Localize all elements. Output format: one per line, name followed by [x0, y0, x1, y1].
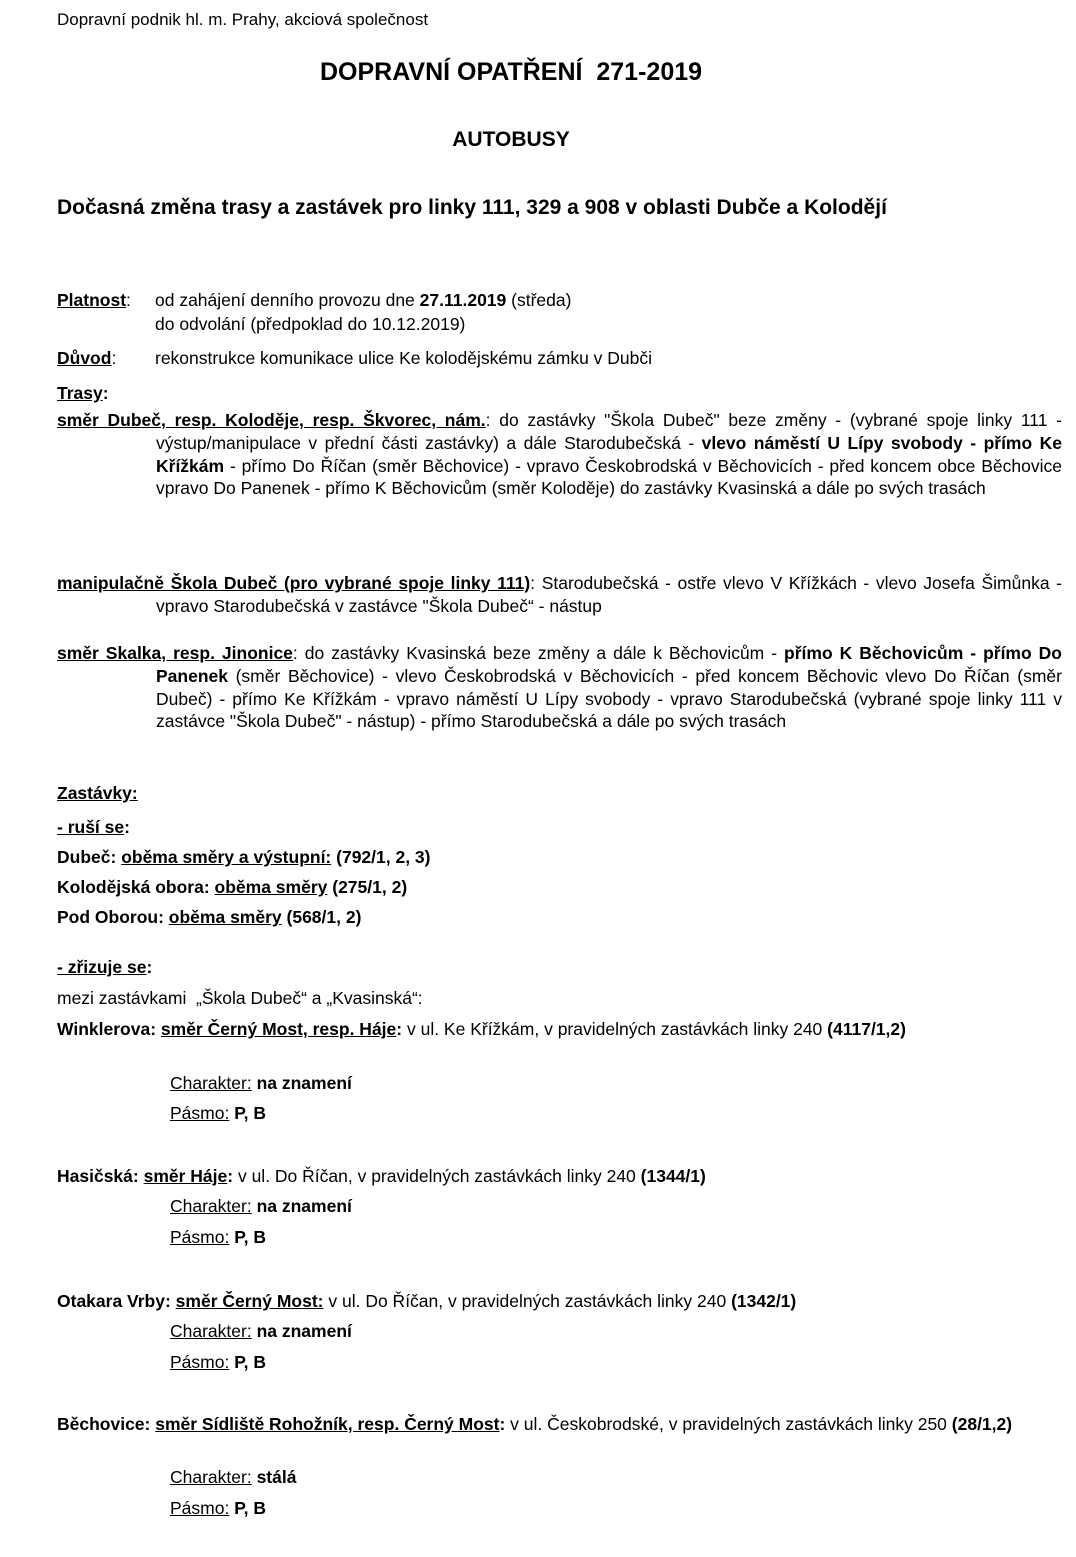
created-stop-bechovice	[57, 1413, 1076, 1436]
route-1-text-b: - přímo Do Říčan (směr Běchovice) - vpravo Českobrodská v Běchovicích - před koncem obce Běchovice vpravo Do Panenek - přímo K Běchovicům (směr Koloděje) do zastávky Kvasinská a dále po svých trasách	[156, 455, 1062, 499]
created-stop-name: Hasičská:	[57, 1166, 144, 1186]
created-stop-text: v ul. Českobrodské, v pravidelných zastávkách linky 250	[505, 1414, 952, 1434]
routes-heading-wrap	[57, 383, 109, 403]
created-stop-name: Běchovice:	[57, 1414, 156, 1434]
company-header: Dopravní podnik hl. m. Prahy, akciová společnost	[57, 10, 429, 29]
created-stop-name: Otakara Vrby:	[57, 1291, 176, 1311]
routes-heading: Trasy	[57, 383, 103, 403]
character-value: stálá	[256, 1467, 297, 1487]
reason-label-wrap	[57, 348, 116, 368]
zone-row	[170, 1498, 266, 1518]
created-heading: - zřizuje se	[57, 957, 147, 977]
created-stop-dir: směr Sídliště Rohožník, resp. Černý Most	[155, 1414, 500, 1434]
zone-row	[170, 1352, 266, 1372]
created-stop-name: Winklerova:	[57, 1019, 161, 1039]
zone-label: Pásmo:	[170, 1498, 230, 1518]
routes-heading-sep: :	[102, 383, 109, 403]
created-stop-otakara-vrby	[57, 1290, 1076, 1313]
zone-label: Pásmo:	[170, 1227, 230, 1247]
zone-value: P, B	[234, 1352, 266, 1372]
reason-label: Důvod	[57, 348, 112, 368]
reason-sep: :	[111, 348, 117, 368]
cancelled-stop-name: Kolodějská obora:	[57, 877, 215, 897]
validity-sep: :	[126, 290, 131, 310]
character-label: Charakter:	[170, 1073, 252, 1093]
validity-line-2: do odvolání (předpoklad do 10.12.2019)	[155, 314, 466, 334]
zone-label: Pásmo:	[170, 1352, 230, 1372]
validity-line-1	[155, 290, 571, 310]
route-3-bold: přímo K Běchovicům - přímo Do Panenek	[156, 643, 1062, 686]
zone-value: P, B	[234, 1103, 266, 1123]
character-label: Charakter:	[170, 1321, 252, 1341]
cancelled-stop-dir: oběma směry	[168, 907, 282, 927]
created-stop-code: (1342/1)	[731, 1291, 797, 1311]
created-stop-hasicska	[57, 1165, 1076, 1188]
cancelled-stop-dir: oběma směry	[214, 877, 328, 897]
created-heading-wrap	[57, 957, 152, 977]
character-label: Charakter:	[170, 1467, 252, 1487]
route-1-text-a: : do zastávky "Škola Dubeč" beze změny - (vybrané spoje linky 111 - výstup/manipulace v přední části zastávky) a dále Starodubečská -	[156, 410, 1063, 453]
cancelled-stop	[57, 907, 361, 927]
character-value: na znamení	[256, 1073, 352, 1093]
route-paragraph-1	[57, 409, 1062, 500]
created-stop-text: v ul. Do Říčan, v pravidelných zastávkách linky 240	[323, 1291, 732, 1311]
document-title: DOPRAVNÍ OPATŘENÍ 271-2019	[319, 58, 703, 86]
character-label: Charakter:	[170, 1196, 252, 1216]
cancelled-stop-name: Dubeč:	[57, 847, 122, 867]
zone-label: Pásmo:	[170, 1103, 230, 1123]
route-1-bold: vlevo náměstí U Lípy svobody - přímo Ke Křížkám	[156, 432, 1062, 476]
route-2-text: : Starodubečská - ostře vlevo V Křížkách - vlevo Josefa Šimůnka - vpravo Starodubečská v zastávce "Škola Dubeč“ - nástup	[156, 573, 1062, 616]
created-stop-colon: :	[499, 1414, 506, 1434]
document-subtitle: AUTOBUSY	[452, 128, 570, 151]
character-row	[170, 1196, 352, 1216]
cancelled-heading: - ruší se	[57, 817, 125, 837]
route-3-text-b: (směr Běchovice) - vlevo Českobrodská v Běchovicích - před koncem Běchovic vlevo Do Říčan (směr Dubeč) - přímo Ke Křížkám - vpravo náměstí U Lípy svobody - vpravo Starodubečská (vybrané spoje linky 111 v zastávce "Škola Dubeč" - nástup) - přímo Starodubečská a dále po svých trasách	[156, 665, 1062, 732]
route-paragraph-3	[57, 642, 1062, 733]
created-between: mezi zastávkami „Škola Dubeč“ a „Kvasinská“:	[57, 988, 423, 1008]
cancelled-stop-name: Pod Oborou:	[57, 907, 169, 927]
validity-suffix: (středa)	[506, 290, 572, 310]
cancelled-heading-wrap	[57, 817, 130, 837]
zone-row	[170, 1103, 266, 1123]
created-stop-text: v ul. Do Říčan, v pravidelných zastávkách linky 240	[233, 1166, 641, 1186]
created-stop-dir: směr Černý Most:	[175, 1291, 324, 1311]
cancelled-sep: :	[124, 817, 130, 837]
route-paragraph-2	[57, 572, 1062, 618]
validity-label: Platnost	[57, 290, 127, 310]
zone-row	[170, 1227, 266, 1247]
route-1-label: směr Dubeč, resp. Koloděje, resp. Škvorec, nám.	[57, 410, 486, 430]
stops-heading: Zastávky:	[57, 783, 138, 803]
validity-date: 27.11.2019	[419, 290, 507, 310]
created-stop-winklerova	[57, 1018, 1076, 1041]
character-value: na znamení	[256, 1196, 352, 1216]
validity-label-wrap	[57, 290, 131, 310]
created-stop-colon: :	[396, 1019, 403, 1039]
cancelled-stop-code: (275/1, 2)	[327, 877, 408, 897]
created-stop-code: (1344/1)	[640, 1166, 706, 1186]
character-row	[170, 1073, 352, 1093]
cancelled-stop-code: (568/1, 2)	[281, 907, 362, 927]
created-stop-text: v ul. Ke Křížkám, v pravidelných zastávkách linky 240	[402, 1019, 828, 1039]
created-stop-code: (4117/1,2)	[827, 1019, 906, 1039]
created-stop-dir: směr Černý Most, resp. Háje	[160, 1019, 397, 1039]
route-2-label: manipulačně Škola Dubeč (pro vybrané spoje linky 111)	[57, 573, 531, 593]
created-stop-dir: směr Háje	[143, 1166, 228, 1186]
route-3-label: směr Skalka, resp. Jinonice	[57, 643, 293, 663]
character-row	[170, 1467, 296, 1487]
zone-value: P, B	[234, 1227, 266, 1247]
created-sep: :	[146, 957, 153, 977]
character-value: na znamení	[256, 1321, 352, 1341]
created-stop-code: (28/1,2)	[951, 1414, 1013, 1434]
character-row	[170, 1321, 352, 1341]
cancelled-stop	[57, 877, 407, 897]
document-headline: Dočasná změna trasy a zastávek pro linky 111, 329 a 908 v oblasti Dubče a Kolodějí	[57, 196, 887, 219]
created-stop-colon: :	[227, 1166, 234, 1186]
cancelled-stop	[57, 847, 431, 867]
cancelled-stop-dir: oběma směry a výstupní:	[121, 847, 332, 867]
route-3-text-a: : do zastávky Kvasinská beze změny a dále k Běchovicům -	[292, 643, 785, 663]
cancelled-stop-code: (792/1, 2, 3)	[331, 847, 431, 867]
validity-prefix: od zahájení denního provozu dne	[155, 290, 420, 310]
zone-value: P, B	[234, 1498, 266, 1518]
reason-text: rekonstrukce komunikace ulice Ke kolodějskému zámku v Dubči	[155, 348, 653, 368]
